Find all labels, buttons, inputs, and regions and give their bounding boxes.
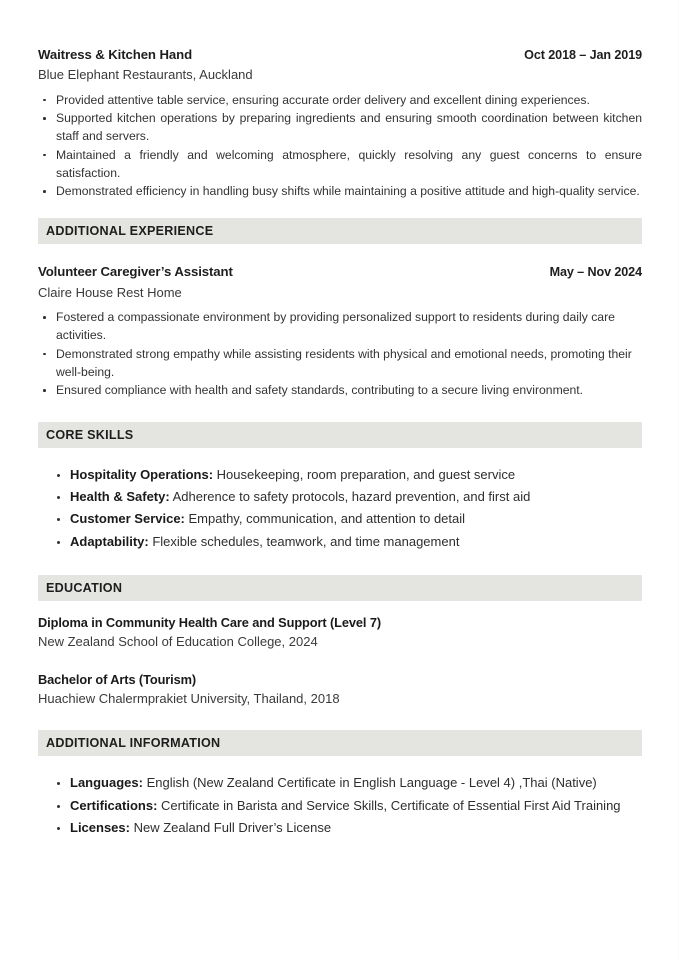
spacer [38, 400, 642, 422]
spacer [38, 708, 642, 730]
additional-experience-date-range: May – Nov 2024 [549, 265, 642, 280]
list-item [52, 531, 642, 553]
spacer [38, 601, 642, 613]
list-item: Provided attentive table service, ensuring accurate order delivery and excellent dining experiences. [38, 91, 642, 109]
additional-information-list [52, 772, 642, 839]
education-entry [38, 613, 642, 652]
core-skill-value: Empathy, communication, and attention to detail [184, 511, 466, 527]
list-item: Ensured compliance with health and safety standards, contributing to a secure living environment. [38, 381, 642, 399]
section-header-core-skills: CORE SKILLS [38, 422, 642, 448]
list-item [52, 772, 642, 794]
additional-info-value: New Zealand Full Driver’s License [129, 820, 332, 836]
list-item: Fostered a compassionate environment by providing personalized support to residents during daily care activities. [38, 308, 642, 345]
list-item: Maintained a friendly and welcoming atmosphere, quickly resolving any guest concerns to ensure satisfaction. [38, 146, 642, 183]
experience-entry-header [38, 45, 642, 64]
experience-bullet-list [38, 91, 642, 201]
experience-organization: Blue Elephant Restaurants, Auckland [38, 67, 253, 83]
spacer [38, 652, 642, 670]
education-institution: New Zealand School of Education College, 2024 [38, 634, 318, 650]
core-skill-label: Adaptability: [70, 533, 149, 549]
education-degree: Diploma in Community Health Care and Support (Level 7) [38, 614, 382, 630]
spacer [38, 553, 642, 575]
list-item [52, 486, 642, 508]
list-item: Supported kitchen operations by preparing ingredients and ensuring smooth coordination between kitchen staff and servers. [38, 109, 642, 146]
additional-info-label: Licenses: [70, 820, 130, 836]
core-skill-value: Flexible schedules, teamwork, and time management [148, 533, 460, 549]
experience-job-title: Waitress & Kitchen Hand [38, 47, 193, 62]
section-header-additional-information: ADDITIONAL INFORMATION [38, 730, 642, 756]
additional-info-value: Certificate in Barista and Service Skills, Certificate of Essential First Aid Training [157, 797, 621, 813]
spacer [38, 756, 642, 766]
spacer [38, 448, 642, 458]
additional-experience-entry [38, 262, 642, 399]
list-item [52, 464, 642, 486]
section-header-additional-experience: ADDITIONAL EXPERIENCE [38, 218, 642, 244]
education-degree: Bachelor of Arts (Tourism) [38, 671, 197, 687]
additional-experience-job-title: Volunteer Caregiver’s Assistant [38, 264, 233, 280]
list-item: Demonstrated strong empathy while assisting residents with physical and emotional needs, promoting their well-being. [38, 345, 642, 382]
section-header-education: EDUCATION [38, 575, 642, 601]
core-skills-list [52, 464, 642, 553]
additional-experience-organization: Claire House Rest Home [38, 284, 182, 300]
education-institution: Huachiew Chalermprakiet University, Thailand, 2018 [38, 690, 340, 706]
core-skill-value: Adherence to safety protocols, hazard prevention, and first aid [169, 488, 531, 504]
list-item [52, 795, 642, 817]
spacer [38, 244, 642, 262]
core-skill-label: Hospitality Operations: [70, 466, 214, 482]
additional-experience-bullet-list [38, 308, 642, 399]
additional-experience-entry-header [38, 262, 642, 281]
resume-content [38, 45, 642, 839]
list-item: Demonstrated efficiency in handling busy shifts while maintaining a positive attitude and high-quality service. [38, 182, 642, 200]
additional-info-value: English (New Zealand Certificate in English Language - Level 4) ,Thai (Native) [142, 775, 597, 791]
experience-entry [38, 45, 642, 200]
core-skill-label: Health & Safety: [70, 488, 170, 504]
list-item [52, 817, 642, 839]
education-entry [38, 670, 642, 709]
core-skill-label: Customer Service: [70, 511, 185, 527]
list-item [52, 508, 642, 530]
core-skill-value: Housekeeping, room preparation, and guest service [213, 466, 516, 482]
additional-info-label: Certifications: [70, 797, 158, 813]
spacer [38, 200, 642, 218]
experience-date-range: Oct 2018 – Jan 2019 [524, 48, 642, 62]
additional-info-label: Languages: [70, 775, 143, 791]
